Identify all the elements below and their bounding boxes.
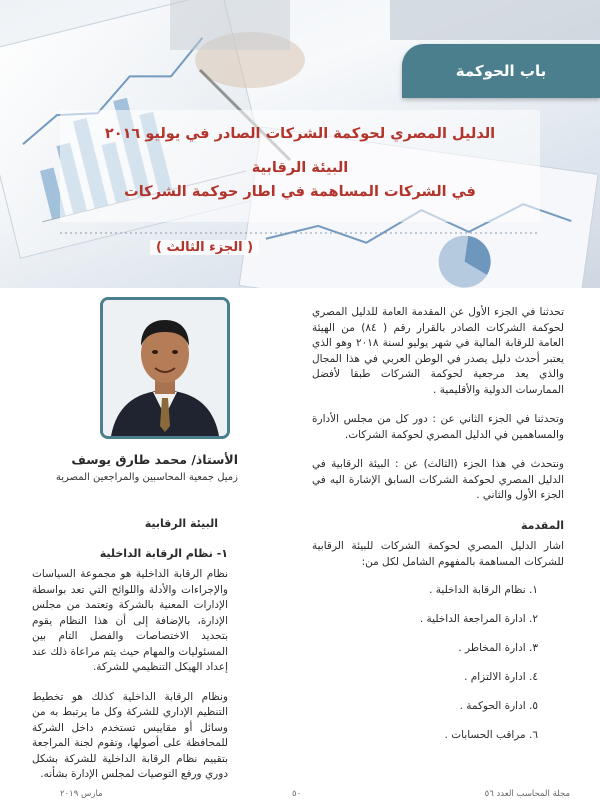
list-item: ٥. ادارة الحوكمة . — [459, 700, 538, 712]
subsection-heading: ١- نظام الرقابة الداخلية — [99, 546, 228, 560]
part-label: ( الجزء الثالث ) — [150, 240, 259, 255]
paragraph: وتحدثنا في الجزء الثاني عن : دور كل من مجلس الأدارة والمساهمين في الدليل المصري لحوكمة الشركات. — [312, 413, 564, 441]
article-title: الدليل المصري لحوكمة الشركات الصادر في يوليو ٢٠١٦ — [104, 126, 496, 142]
article-titles — [0, 122, 600, 204]
intro-paragraph: اشار الدليل المصري لحوكمة الشركات للبيئة الرقابية للشركات المساهمة بالمفهوم الشامل لكل من: — [312, 540, 564, 568]
list-item: ٢. ادارة المراجعة الداخلية . — [419, 613, 538, 625]
section-tab: باب الحوكمة — [402, 44, 600, 98]
left-column — [32, 516, 228, 797]
footer-date: مارس ٢٠١٩ — [60, 789, 103, 799]
section-heading: البيئة الرقابية — [144, 517, 218, 530]
page-number: ٥٠ — [292, 789, 302, 799]
control-environment-list — [312, 576, 538, 750]
list-item: ٣. ادارة المخاطر . — [458, 642, 538, 654]
article-subtitle: البيئة الرقابية — [251, 160, 349, 176]
intro-heading: المقدمة — [520, 518, 564, 532]
author-portrait-illustration — [103, 300, 227, 436]
right-column — [312, 305, 564, 750]
list-item: ١. نظام الرقابة الداخلية . — [429, 584, 538, 596]
list-item: ٤. ادارة الالتزام . — [464, 671, 538, 683]
paragraph: ونظام الرقابة الداخلية كذلك هو تخطيط التنظيم الإداري للشركة وكل ما يرتبط به من وسائل أو مقاييس تستخدم داخل الشركة للمحافظة على أصولها، وتقوم لجنة المراجعة بتقييم نظام الرقابة الداخلية للشركة بشكل دوري ورفع التوصيات لمجلس الإدارة بشأنه. — [32, 690, 228, 780]
paragraph: تحدثنا في الجزء الأول عن المقدمة العامة للدليل المصري لحوكمة الشركات الصادر بالقرار رقم ( ٨٤) من الهيئة العامة للرقابة المالية في شهر يوليو لسنة ٢٠١٨ وهو الذي يعتبر أحدث دليل يصدر في الوطن العربي في هذا المجال والذي يعد مرجعية لحوكمة الشركات طبقا لأفضل الممارسات الدولية والأقليمية . — [312, 306, 564, 396]
author-role: زميل جمعية المحاسبين والمراجعين المصرية — [55, 472, 238, 483]
footer-magazine: مجلة المحاسب العدد ٥٦ — [484, 789, 570, 799]
author-photo — [100, 297, 230, 439]
article-subtitle-2: في الشركات المساهمة في اطار حوكمة الشركات — [124, 184, 476, 200]
paragraph: نظام الرقابة الداخلية هو مجموعة السياسات والإجراءات والأدلة واللوائح التي تعد بواسطة الإدارات المعنية بالشركة وتعتمد من مجلس الإدارة، بالإضافة إلى أن هذا النظام يقوم بتحديد الاختصاصات والفصل التام بين المسئوليات والمهام حيث يتم مراعاة ذلك عند إعداد الهيكل التنظيمي للشركة. — [32, 568, 228, 673]
page-footer — [0, 789, 600, 800]
paragraph: ونتحدث في هذا الجزء (الثالث) عن : البيئة الرقابية في الدليل المصري لحوكمة الشركات السابق الإشارة اليه في الجزء الأول والثاني . — [312, 458, 564, 501]
list-item: ٦. مراقب الحسابات . — [444, 729, 538, 741]
author-name: الأستاذ/ محمد طارق يوسف — [71, 452, 238, 467]
